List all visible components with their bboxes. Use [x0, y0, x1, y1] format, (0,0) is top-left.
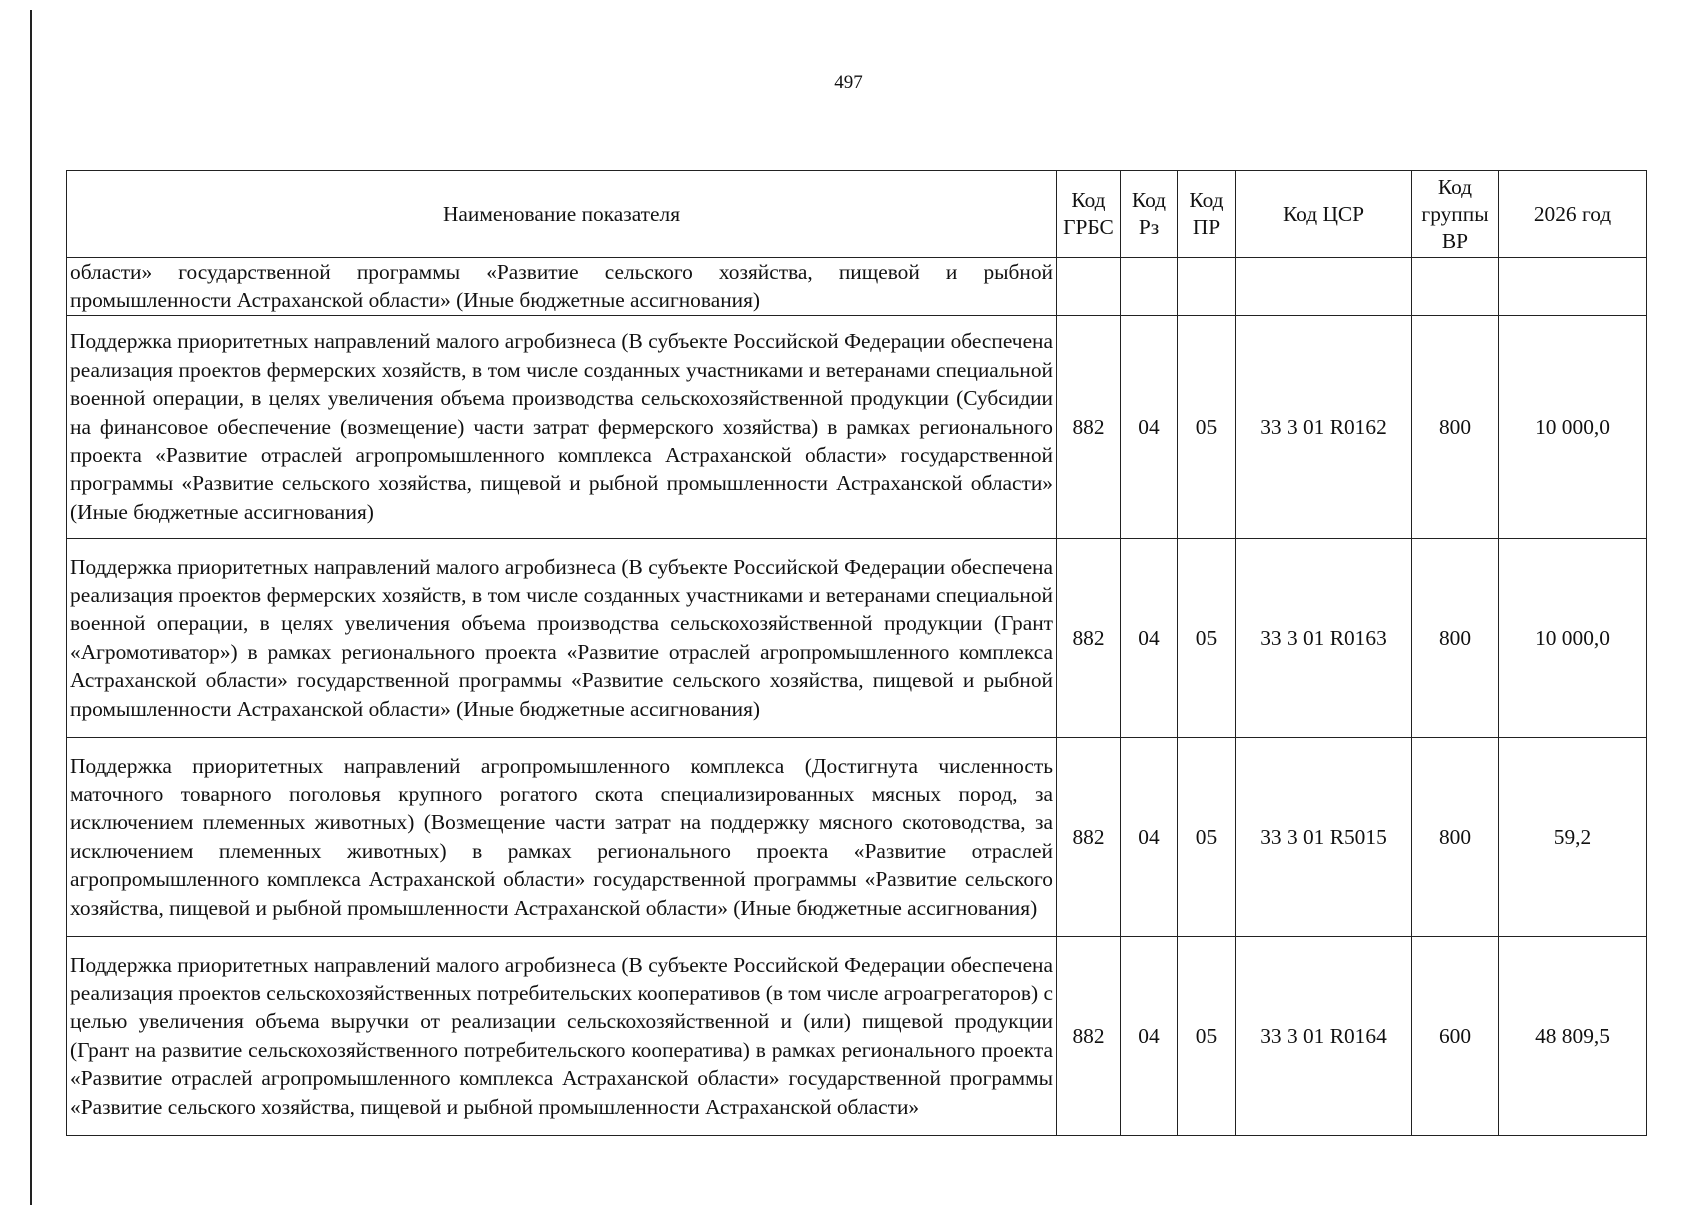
row-csr: 33 3 01 R5015 — [1236, 737, 1412, 936]
row-rz: 04 — [1121, 315, 1178, 538]
row-csr: 33 3 01 R0164 — [1236, 936, 1412, 1135]
row-csr: 33 3 01 R0162 — [1236, 315, 1412, 538]
row-pr: 05 — [1178, 538, 1236, 737]
left-margin-line — [30, 10, 32, 1205]
row-rz: 04 — [1121, 737, 1178, 936]
row-name: Поддержка приоритетных направлений агропромышленного комплекса (Достигнута численность маточного товарного поголовья крупного рогатого скота специализированных мясных пород, за исключением племенных животных) (Возмещение части затрат на поддержку мясного скотоводства, за исключением племенных животных) в рамках регионального проекта «Развитие отраслей агропромышленного комплекса Астраханской области» государственной программы «Развитие сельского хозяйства, пищевой и рыбной промышленности Астраханской области» (Иные бюджетные ассигнования) — [67, 737, 1057, 936]
row-grbs: 882 — [1057, 538, 1121, 737]
row-amount: 48 809,5 — [1499, 936, 1647, 1135]
page-number: 497 — [834, 72, 863, 93]
row-grbs: 882 — [1057, 936, 1121, 1135]
header-name: Наименование показателя — [67, 171, 1057, 258]
row-amount: 10 000,0 — [1499, 538, 1647, 737]
budget-table — [66, 170, 1647, 1136]
header-pr: Код ПР — [1178, 171, 1236, 258]
row-vr: 800 — [1412, 315, 1499, 538]
row-name: Поддержка приоритетных направлений малого агробизнеса (В субъекте Российской Федерации обеспечена реализация проектов фермерских хозяйств, в том числе созданных участниками и ветеранами специальной военной операции, в целях увеличения объема производства сельскохозяйственной продукции (Грант «Агромотиватор») в рамках регионального проекта «Развитие отраслей агропромышленного комплекса Астраханской области» государственной программы «Развитие сельского хозяйства, пищевой и рыбной промышленности Астраханской области» (Иные бюджетные ассигнования) — [67, 538, 1057, 737]
row-pr: 05 — [1178, 737, 1236, 936]
row-pr: 05 — [1178, 936, 1236, 1135]
row-pr — [1178, 258, 1236, 316]
row-amount: 10 000,0 — [1499, 315, 1647, 538]
table-row — [67, 315, 1647, 538]
row-grbs: 882 — [1057, 315, 1121, 538]
row-pr: 05 — [1178, 315, 1236, 538]
row-csr — [1236, 258, 1412, 316]
row-name: области» государственной программы «Развитие сельского хозяйства, пищевой и рыбной промышленности Астраханской области» (Иные бюджетные ассигнования) — [67, 258, 1057, 316]
row-vr: 800 — [1412, 737, 1499, 936]
row-vr: 800 — [1412, 538, 1499, 737]
row-amount: 59,2 — [1499, 737, 1647, 936]
table-row — [67, 258, 1647, 316]
header-csr: Код ЦСР — [1236, 171, 1412, 258]
table-header-row — [67, 171, 1647, 258]
header-year: 2026 год — [1499, 171, 1647, 258]
header-grbs: Код ГРБС — [1057, 171, 1121, 258]
header-vr: Код группы ВР — [1412, 171, 1499, 258]
row-csr: 33 3 01 R0163 — [1236, 538, 1412, 737]
table-row — [67, 936, 1647, 1135]
table-row — [67, 737, 1647, 936]
row-rz — [1121, 258, 1178, 316]
row-grbs — [1057, 258, 1121, 316]
row-rz: 04 — [1121, 538, 1178, 737]
row-amount — [1499, 258, 1647, 316]
header-rz: Код Рз — [1121, 171, 1178, 258]
row-rz: 04 — [1121, 936, 1178, 1135]
row-vr: 600 — [1412, 936, 1499, 1135]
table-row — [67, 538, 1647, 737]
row-vr — [1412, 258, 1499, 316]
row-name: Поддержка приоритетных направлений малого агробизнеса (В субъекте Российской Федерации обеспечена реализация проектов фермерских хозяйств, в том числе созданных участниками и ветеранами специальной военной операции, в целях увеличения объема производства сельскохозяйственной продукции (Субсидии на финансовое обеспечение (возмещение) части затрат фермерского хозяйства) в рамках регионального проекта «Развитие отраслей агропромышленного комплекса Астраханской области» государственной программы «Развитие сельского хозяйства, пищевой и рыбной промышленности Астраханской области» (Иные бюджетные ассигнования) — [67, 315, 1057, 538]
row-grbs: 882 — [1057, 737, 1121, 936]
row-name: Поддержка приоритетных направлений малого агробизнеса (В субъекте Российской Федерации обеспечена реализация проектов сельскохозяйственных потребительских кооперативов (в том числе агроагрегаторов) с целью увеличения объема выручки от реализации сельскохозяйственной и (или) пищевой продукции (Грант на развитие сельскохозяйственного потребительского кооператива) в рамках регионального проекта «Развитие отраслей агропромышленного комплекса Астраханской области» государственной программы «Развитие сельского хозяйства, пищевой и рыбной промышленности Астраханской области» — [67, 936, 1057, 1135]
